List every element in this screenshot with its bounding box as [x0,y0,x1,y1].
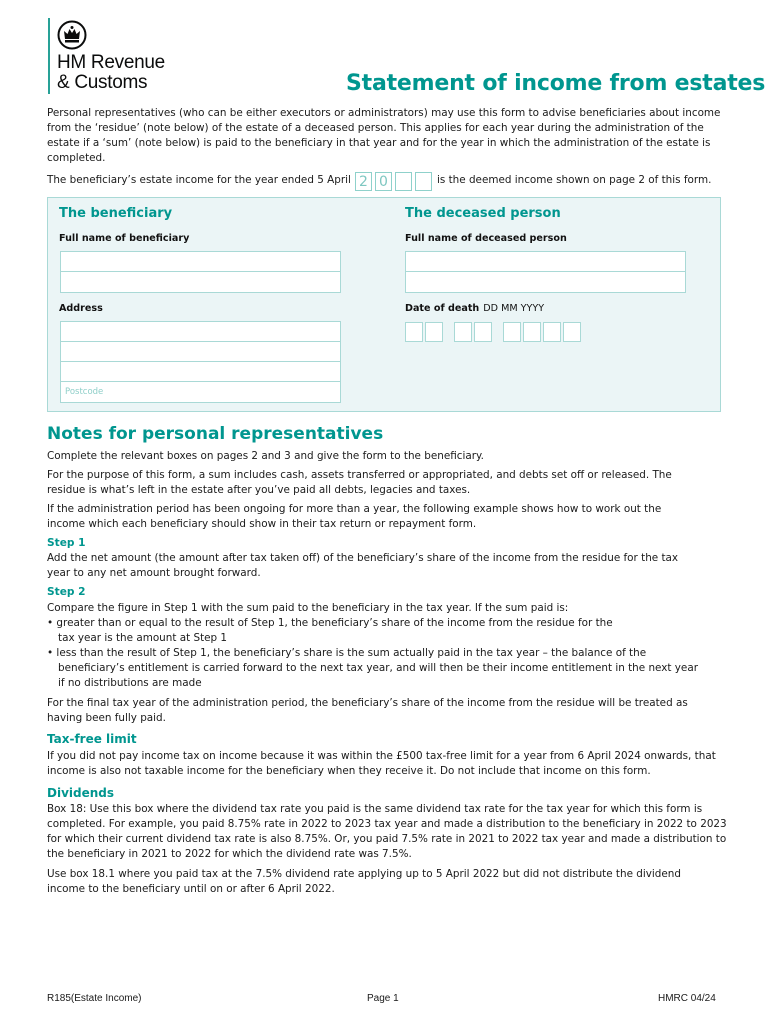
dod-month-2[interactable] [474,322,492,342]
deceased-name-line-1[interactable] [406,252,685,272]
deceased-name-field [405,251,686,293]
taxfree-heading: Tax-free limit [47,732,137,746]
beneficiary-address-label: Address [59,303,103,314]
date-of-death-field [405,322,605,344]
details-panel [47,197,721,412]
deceased-name-line-2[interactable] [406,272,685,292]
org-name-line2: & Customs [57,72,148,93]
hmrc-logo-text [57,53,165,93]
taxfree-text: If you did not pay income tax on income because it was within the £500 tax-free limit for a year from 6 April 2024 onwards, that income is also not taxable income for the beneficiary when they receive it. Do not include that income on this form. [47,750,716,777]
dod-year-4[interactable] [563,322,581,342]
step2-text: Compare the figure in Step 1 with the sum paid to the beneficiary in the tax year. If the sum paid is: [47,602,569,614]
org-name-line1: HM Revenue [57,52,165,73]
dod-year-1[interactable] [503,322,521,342]
date-of-death-label [405,303,544,314]
step1-text: Add the net amount (the amount after tax taken off) of the beneficiary’s share of the income from the residue for the tax year to any net amount brought forward. [47,552,679,579]
page-title: Statement of income from estates [346,71,766,96]
deceased-name-label: Full name of deceased person [405,233,567,244]
beneficiary-address-field [60,321,341,403]
date-format-hint: DD MM YYYY [483,303,545,314]
step2-heading: Step 2 [47,586,86,598]
beneficiary-name-line-1[interactable] [61,252,340,272]
dod-day-2[interactable] [425,322,443,342]
step2-bullet-1: • greater than or equal to the result of Step 1, the beneficiary’s share of the income from the residue for the tax year is the amount at Step 1 [47,617,613,644]
step2-bullet-2: • less than the result of Step 1, the beneficiary’s share is the sum actually paid in the tax year – the balance of the beneficiary’s entitlement is carried forward to the next tax year, and will then be their income entitlement in the next year if no distributions are made [47,647,698,689]
date-of-death-label-text: Date of death [405,303,480,314]
dod-day-1[interactable] [405,322,423,342]
page-number: Page 1 [367,993,399,1004]
dod-year-2[interactable] [523,322,541,342]
form-reference: R185(Estate Income) [47,993,142,1004]
logo-accent-bar [48,18,50,94]
postcode-input[interactable] [61,382,340,402]
dod-month-1[interactable] [454,322,472,342]
address-line-3[interactable] [61,362,340,382]
notes-paragraph-2: For the purpose of this form, a sum includes cash, assets transferred or appropriated, and debts set off or released. The residue is what’s left in the estate after you’ve paid all debts, legacies and taxes. [47,469,672,496]
year-digit-1[interactable]: 2 [355,172,372,191]
intro-paragraph: Personal representatives (who can be either executors or administrators) may use this form to advise beneficiaries about income from the ‘residue’ (note below) of the estate of a deceased person. This applies for each year during the administration of the estate if a ‘sum’ (note below) is paid to the beneficiary in that year and for the year in which the administration of the estate is completed. [47,107,721,164]
step1-heading: Step 1 [47,537,86,549]
beneficiary-heading: The beneficiary [59,206,173,221]
form-version: HMRC 04/24 [658,993,716,1004]
tax-year-line [47,172,727,192]
address-line-1[interactable] [61,322,340,342]
dividends-paragraph-2: Use box 18.1 where you paid tax at the 7.5% dividend rate applying up to 5 April 2022 but did not distribute the dividend income to the beneficiary until on or after 6 April 2022. [47,868,681,895]
dividends-heading: Dividends [47,786,115,800]
dividends-paragraph-1: Box 18: Use this box where the dividend tax rate you paid is the same dividend tax rate for the tax year for which this form is completed. For example, you paid 8.75% rate in 2022 to 2023 tax year and made a distribution to the beneficiary in 2022 to 2023 for which their current dividend tax rate is also 8.75%. Or, you paid 7.5% rate in 2021 to 2022 tax year and made a distribution to the beneficiary in 2021 to 2022 for which the dividend rate was 7.5%. [47,803,727,860]
notes-paragraph-3: If the administration period has been ongoing for more than a year, the following example shows how to work out the income which each beneficiary should show in their tax return or repayment form. [47,503,662,530]
notes-paragraph-1: Complete the relevant boxes on pages 2 and 3 and give the form to the beneficiary. [47,450,484,462]
year-digit-4[interactable] [415,172,432,191]
royal-crown-crest-icon [57,20,87,50]
notes-heading: Notes for personal representatives [47,424,384,444]
year-digit-2[interactable]: 0 [375,172,392,191]
beneficiary-name-field [60,251,341,293]
final-year-text: For the final tax year of the administration period, the beneficiary’s share of the income from the residue will be treated as having been fully paid. [47,697,688,724]
year-label-after: is the deemed income shown on page 2 of this form. [437,174,712,186]
beneficiary-name-line-2[interactable] [61,272,340,292]
beneficiary-name-label: Full name of beneficiary [59,233,190,244]
dod-year-3[interactable] [543,322,561,342]
address-line-2[interactable] [61,342,340,362]
year-digit-3[interactable] [395,172,412,191]
year-label-before: The beneficiary’s estate income for the year ended 5 April [47,174,351,186]
deceased-heading: The deceased person [405,206,561,221]
postcode-placeholder: Postcode [65,387,104,397]
